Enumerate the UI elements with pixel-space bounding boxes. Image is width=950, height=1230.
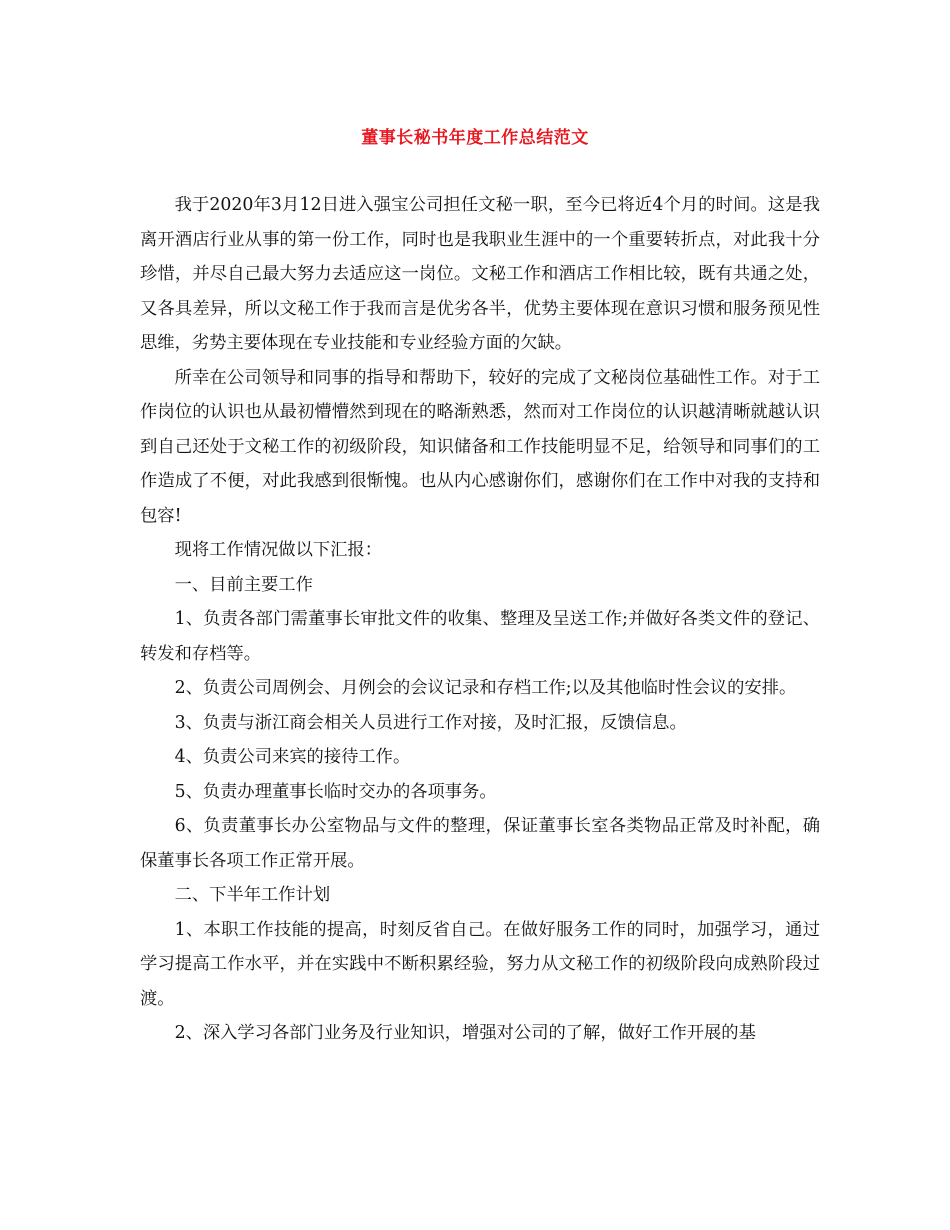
paragraph-report-lead: 现将工作情况做以下汇报： — [174, 540, 382, 560]
document-body — [140, 188, 820, 1051]
document-title: 董事长秘书年度工作总结范文 — [361, 128, 589, 148]
list-item: 1、负责各部门需董事长审批文件的收集、整理及呈送工作;并做好各类文件的登记、转发和存档等。 — [140, 609, 820, 664]
section-heading-plan: 二、下半年工作计划 — [174, 885, 331, 905]
list-item: 2、深入学习各部门业务及行业知识，增强对公司的了解，做好工作开展的基 — [174, 1023, 756, 1043]
list-item: 1、本职工作技能的提高，时刻反省自己。在做好服务工作的同时，加强学习，通过学习提高工作水平，并在实践中不断积累经验，努力从文秘工作的初级阶段向成熟阶段过渡。 — [140, 919, 820, 1009]
paragraph-thanks: 所幸在公司领导和同事的指导和帮助下，较好的完成了文秘岗位基础性工作。对于工作岗位的认识也从最初懵懵然到现在的略渐熟悉，然而对工作岗位的认识越清晰就越认识到自己还处于文秘工作的初级阶段，知识储备和工作技能明显不足，给领导和同事们的工作造成了不便，对此我感到很惭愧。也从内心感谢你们，感谢你们在工作中对我的支持和包容! — [140, 367, 820, 526]
list-item: 6、负责董事长办公室物品与文件的整理，保证董事长室各类物品正常及时补配，确保董事长各项工作正常开展。 — [140, 816, 820, 871]
list-item: 3、负责与浙江商会相关人员进行工作对接，及时汇报，反馈信息。 — [174, 712, 687, 733]
list-item: 4、负责公司来宾的接待工作。 — [174, 747, 411, 767]
section-heading-current-work: 一、目前主要工作 — [174, 574, 313, 595]
paragraph-intro: 我于2020年3月12日进入强宝公司担任文秘一职，至今已将近4个月的时间。这是我离开酒店行业从事的第一份工作，同时也是我职业生涯中的一个重要转折点，对此我十分珍惜，并尽自己最大努力去适应这一岗位。文秘工作和酒店工作相比较，既有共通之处，又各具差异，所以文秘工作于我而言是优劣各半，优势主要体现在意识习惯和服务预见性思维，劣势主要体现在专业技能和专业经验方面的欠缺。 — [140, 195, 820, 353]
list-item: 2、负责公司周例会、月例会的会议记录和存档工作;以及其他临时性会议的安排。 — [174, 678, 797, 698]
list-item: 5、负责办理董事长临时交办的各项事务。 — [174, 781, 497, 802]
